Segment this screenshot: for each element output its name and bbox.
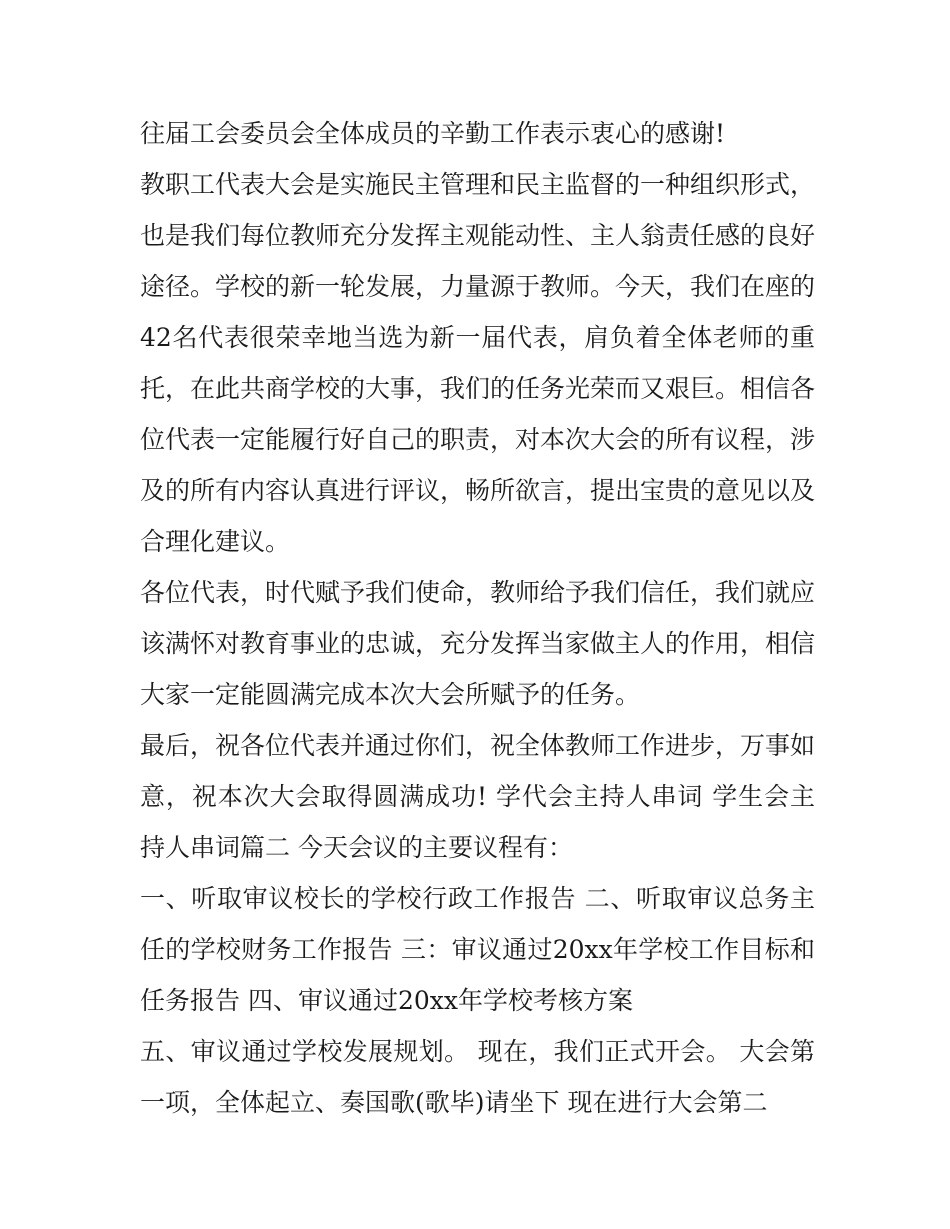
- paragraph-thanks: 往届工会委员会全体成员的辛勤工作表示衷心的感谢!: [140, 119, 726, 148]
- document-body: [140, 108, 815, 1128]
- paragraph-closing-wishes: 最后，祝各位代表并通过你们，祝全体教师工作进步，万事如意，祝本次大会取得圆满成功! 学代会主持人串词 学生会主持人串词篇二 今天会议的主要议程有：: [140, 731, 816, 862]
- paragraph-agenda-items: 一、听取审议校长的学校行政工作报告 二、听取审议总务主任的学校财务工作报告 三：审议通过20xx年学校工作目标和任务报告 四、审议通过20xx年学校考核方案: [140, 884, 815, 1015]
- paragraph-mission: 各位代表，时代赋予我们使命，教师给予我们信任，我们就应该满怀对教育事业的忠诚，充分发挥当家做主人的作用，相信大家一定能圆满完成本次大会所赋予的任务。: [140, 578, 816, 709]
- paragraph-congress-intro: 教职工代表大会是实施民主管理和民主监督的一种组织形式，也是我们每位教师充分发挥主观能动性、主人翁责任感的良好途径。学校的新一轮发展，力量源于教师。今天，我们在座的42名代表很荣幸地当选为新一届代表，肩负着全体老师的重托，在此共商学校的大事，我们的任务光荣而又艰巨。相信各位代表一定能履行好自己的职责，对本次大会的所有议程，涉及的所有内容认真进行评议，畅所欲言，提出宝贵的意见以及合理化建议。: [140, 170, 816, 556]
- paragraph-meeting-start: 五、审议通过学校发展规划。 现在，我们正式开会。 大会第一项，全体起立、奏国歌(歌毕)请坐下 现在进行大会第二: [140, 1037, 815, 1117]
